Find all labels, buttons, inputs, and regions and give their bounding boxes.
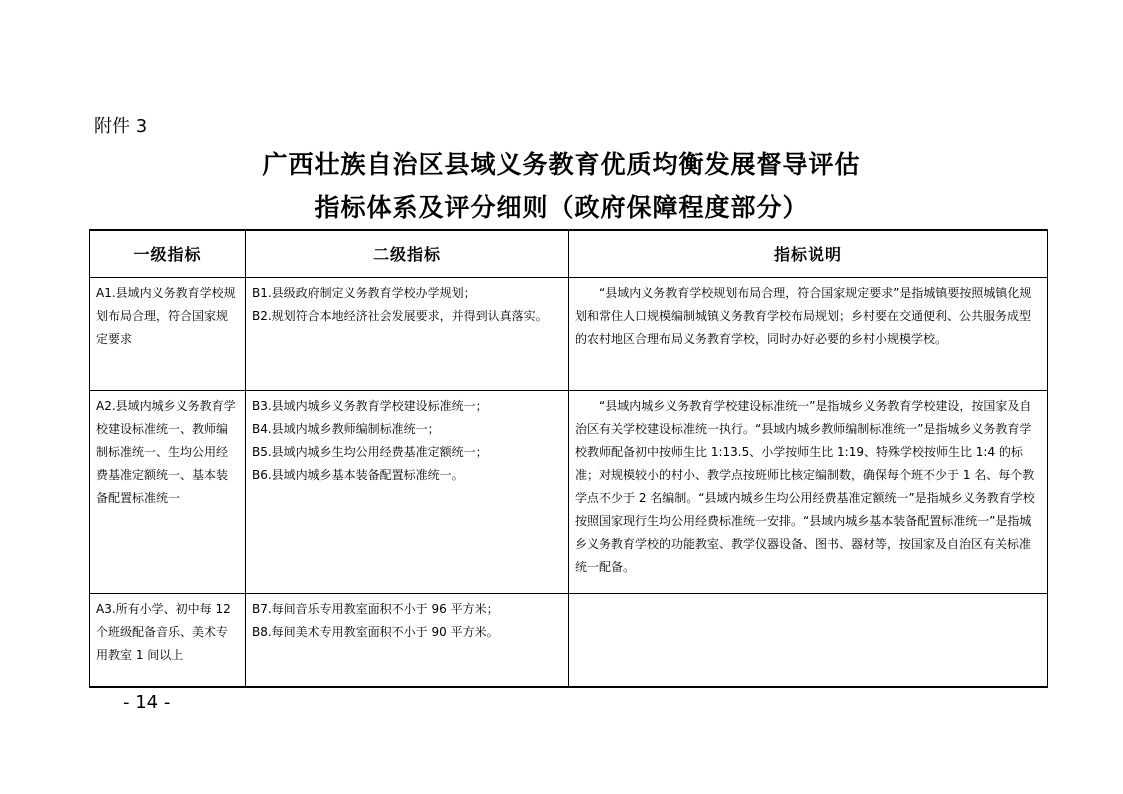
level2-item: B4.县域内城乡教师编制标准统一； <box>252 422 440 436</box>
level2-item: B3.县域内城乡义务教育学校建设标准统一； <box>252 399 488 413</box>
header-level1: 一级指标 <box>90 230 246 278</box>
level1-cell: A1.县域内义务教育学校规划布局合理，符合国家规定要求 <box>90 278 246 391</box>
header-level2: 二级指标 <box>246 230 569 278</box>
description-cell: “县域内城乡义务教育学校建设标准统一”是指城乡义务教育学校建设，按国家及自治区有关学校建设标准统一执行。“县域内城乡教师编制标准统一”是指城乡义务教育学校教师配备初中按师生比 1:13.5、小学按师生比 1:19、特殊学校按师生比 1:4 的标准；对规模较小的村小、教学点按班师比核定编制数，确保每个班不少于 1 名、每个教学点不少于 2 名编制。“县域内城乡生均公用经费基准定额统一”是指城乡义务教育学校按照国家现行生均公用经费标准统一安排。“县域内城乡基本装备配置标准统一”是指城乡义务教育学校的功能教室、教学仪器设备、图书、器材等，按国家及自治区有关标准统一配备。 <box>569 391 1048 594</box>
description-cell: “县域内义务教育学校规划布局合理，符合国家规定要求”是指城镇要按照城镇化规划和常住人口规模编制城镇义务教育学校布局规划；乡村要在交通便利、公共服务成型的农村地区合理布局义务教育学校，同时办好必要的乡村小规模学校。 <box>569 278 1048 391</box>
header-description: 指标说明 <box>569 230 1048 278</box>
document-title-line1: 广西壮族自治区县域义务教育优质均衡发展督导评估 <box>262 150 861 179</box>
attachment-label: 附件 3 <box>94 116 148 137</box>
document-title-line2: 指标体系及评分细则（政府保障程度部分） <box>314 193 809 222</box>
indicator-table <box>89 229 1048 688</box>
level2-cell <box>246 278 569 391</box>
level2-cell <box>246 594 569 688</box>
level2-cell <box>246 391 569 594</box>
table-row <box>90 391 1048 594</box>
table-header-row <box>90 230 1048 278</box>
level2-item: B6.县域内城乡基本装备配置标准统一。 <box>252 468 464 482</box>
level2-item: B1.县级政府制定义务教育学校办学规划； <box>252 286 476 300</box>
table-row <box>90 278 1048 391</box>
page-number: - 14 - <box>123 692 171 713</box>
level1-cell: A3.所有小学、初中每 12 个班级配备音乐、美术专用教室 1 间以上 <box>90 594 246 688</box>
table-row <box>90 594 1048 688</box>
description-cell <box>569 594 1048 688</box>
level1-cell: A2.县域内城乡义务教育学校建设标准统一、教师编制标准统一、生均公用经费基准定额统一、基本装备配置标准统一 <box>90 391 246 594</box>
level2-item: B2.规划符合本地经济社会发展要求，并得到认真落实。 <box>252 309 548 323</box>
level2-item: B7.每间音乐专用教室面积不小于 96 平方米； <box>252 602 499 616</box>
level2-item: B5.县域内城乡生均公用经费基准定额统一； <box>252 445 488 459</box>
level2-item: B8.每间美术专用教室面积不小于 90 平方米。 <box>252 625 499 639</box>
